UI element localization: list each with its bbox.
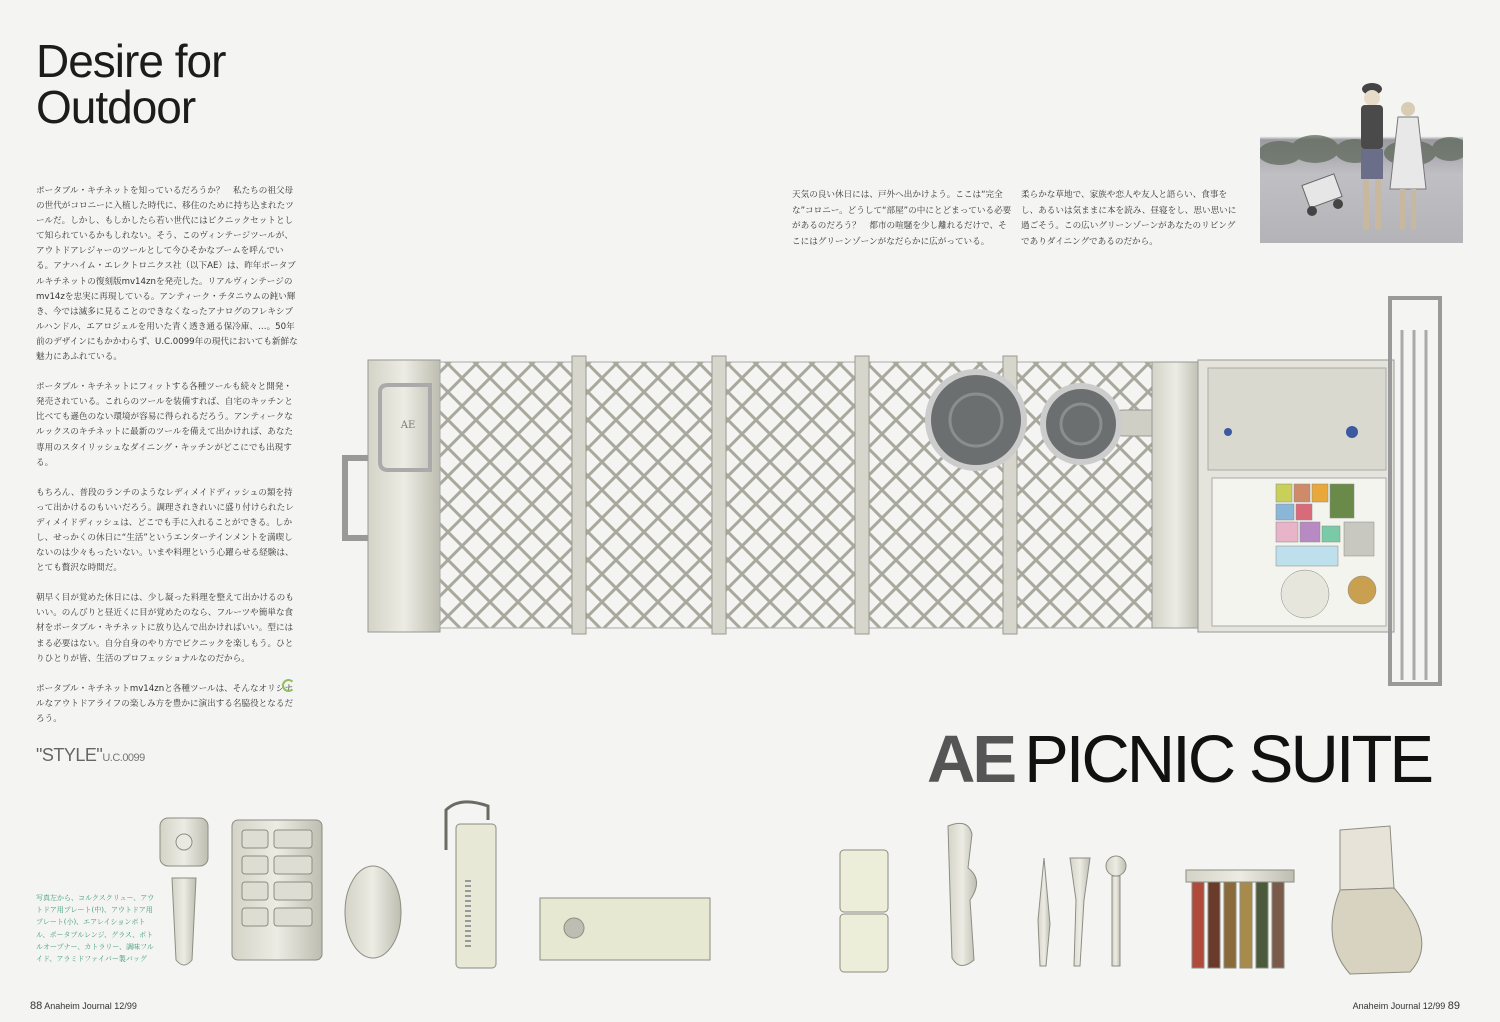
bottle-opener — [948, 823, 977, 965]
intro-text-2: 柔らかな草地で、家族や恋人や友人と語らい、食事をし、あるいは気ままに本を読み、昼寝をし、思い思いに過ごそう。この広いグリーンゾーンがあなたのリビングでありダイニングであるのだから。 — [1021, 190, 1237, 247]
corkscrew — [160, 818, 208, 965]
body-paragraph-2: ポータブル・キチネットにフィットする各種ツールも続々と開発・発売されている。これらのツールを装備すれば、自宅のキッチンと比べても遜色のない環境が容易に得られるだろう。アンティークなルックスのキチネットに最新のツールを備えて出かければ、あなた専用のスタイリッシュなダイニング・キッチンがどこにでも出現する。 — [36, 382, 294, 468]
title-line-1: Desire for — [36, 35, 226, 87]
outdoor-plate-medium — [232, 820, 322, 960]
page-number-left: 88 — [30, 1000, 43, 1012]
cutlery — [1038, 856, 1126, 966]
aramid-fiber-bag — [1332, 826, 1422, 974]
engraved-ae-logo: AE — [400, 420, 416, 431]
journal-name-right: Anaheim Journal 12/99 — [1352, 1001, 1446, 1011]
journal-name-left: Anaheim Journal 12/99 — [44, 1001, 137, 1011]
portable-kitchenette — [345, 298, 1440, 684]
style-word: "STYLE" — [36, 745, 103, 765]
style-label — [36, 745, 145, 766]
folio-right — [1353, 1000, 1460, 1012]
suite-title-ae: AE — [927, 722, 1015, 797]
title-line-2: Outdoor — [36, 81, 196, 133]
body-paragraph-1: ポータブル・キチネットを知っているだろうか？ 私たちの祖父母の世代がコロニーに入植した時代に、移住のために持ち込まれたツールだ。しかし、もしかしたら若い世代にはピクニックセットとして知られているかもしれない。そう、このヴィンテージツールが、アウトドアレジャーのツールとして今ひそかなブームを呼んでいる。アナハイム・エレクトロニクス社（以下AE）は、昨年ポータブルキチネットの復刻版mv14znを発売した。リアルヴィンテージのmv14zを忠実に再現している。アンティーク・チタニウムの鈍い輝き、今では滅多に見ることのできなくなったアナログのフレキシブルハンドル、エアロジェルを用いた青く透き通る保冷庫、…。50年前のデザインにもかかわらず、U.C.0099年の現代においても新鮮な魅力にあふれている。 — [36, 186, 298, 363]
glasses — [840, 850, 888, 972]
suite-title-rest: PICNIC SUITE — [1024, 722, 1432, 797]
page-number-right: 89 — [1447, 1000, 1460, 1012]
body-paragraph-3: もちろん、普段のランチのようなレディメイドディッシュの類を持って出かけるのもいいだろう。調理されきれいに盛り付けられたレディメイドディッシュは、どこでも手に入れることができる。しかし、せっかくの休日に“生活”というエンターテインメントを満喫しないのは少々もったいない。いまや料理という心躍らせる経験は、とても贅沢な時間だ。 — [36, 487, 294, 574]
style-era: U.C.0099 — [102, 752, 145, 764]
body-paragraph-5: ポータブル・キチネットmv14znと各種ツールは、そんなオリジナルなアウトドアライフの楽しみ方を豊かに演出する名脇役となるだろう。 — [36, 683, 294, 724]
suite-title — [927, 720, 1431, 800]
outdoor-plate-small — [345, 866, 401, 958]
aeration-bottle — [446, 802, 496, 968]
accessory-row — [160, 802, 1422, 974]
body-paragraph-4: 朝早く目が覚めた休日には、少し凝った料理を整えて出かけるのもいい。のんびりと昼近くに目が覚めたのなら、フルーツや簡単な食材をポータブル・キチネットに放り込んで出かければいい。型にはまる必要はない。自分自身のやり方でピクニックを楽しもう。ひとりひとりが皆、生活のプロフェッショナルなのだから。 — [36, 593, 294, 664]
seasoning-fluid-rack — [1186, 870, 1294, 968]
intro-text-1: 天気の良い休日には、戸外へ出かけよう。ここは“完全な”コロニー。どうして“部屋”の中にとどまっている必要があるのだろう？ 都市の喧騒を少し離れるだけで、そこにはグリーンゾーンがなだらかに広がっている。 — [792, 190, 1012, 247]
photo-caption: 写真左から、コルクスクリュー、アウトドア用プレート(中)、アウトドア用プレート(小)、エアレイションボトル、ポータブルレンジ、グラス、ボトルオープナー、カトラリー、調味フルイド、アラミドファイバー製バッグ — [36, 894, 155, 964]
portable-range — [540, 898, 710, 960]
folio-left — [30, 1000, 137, 1012]
